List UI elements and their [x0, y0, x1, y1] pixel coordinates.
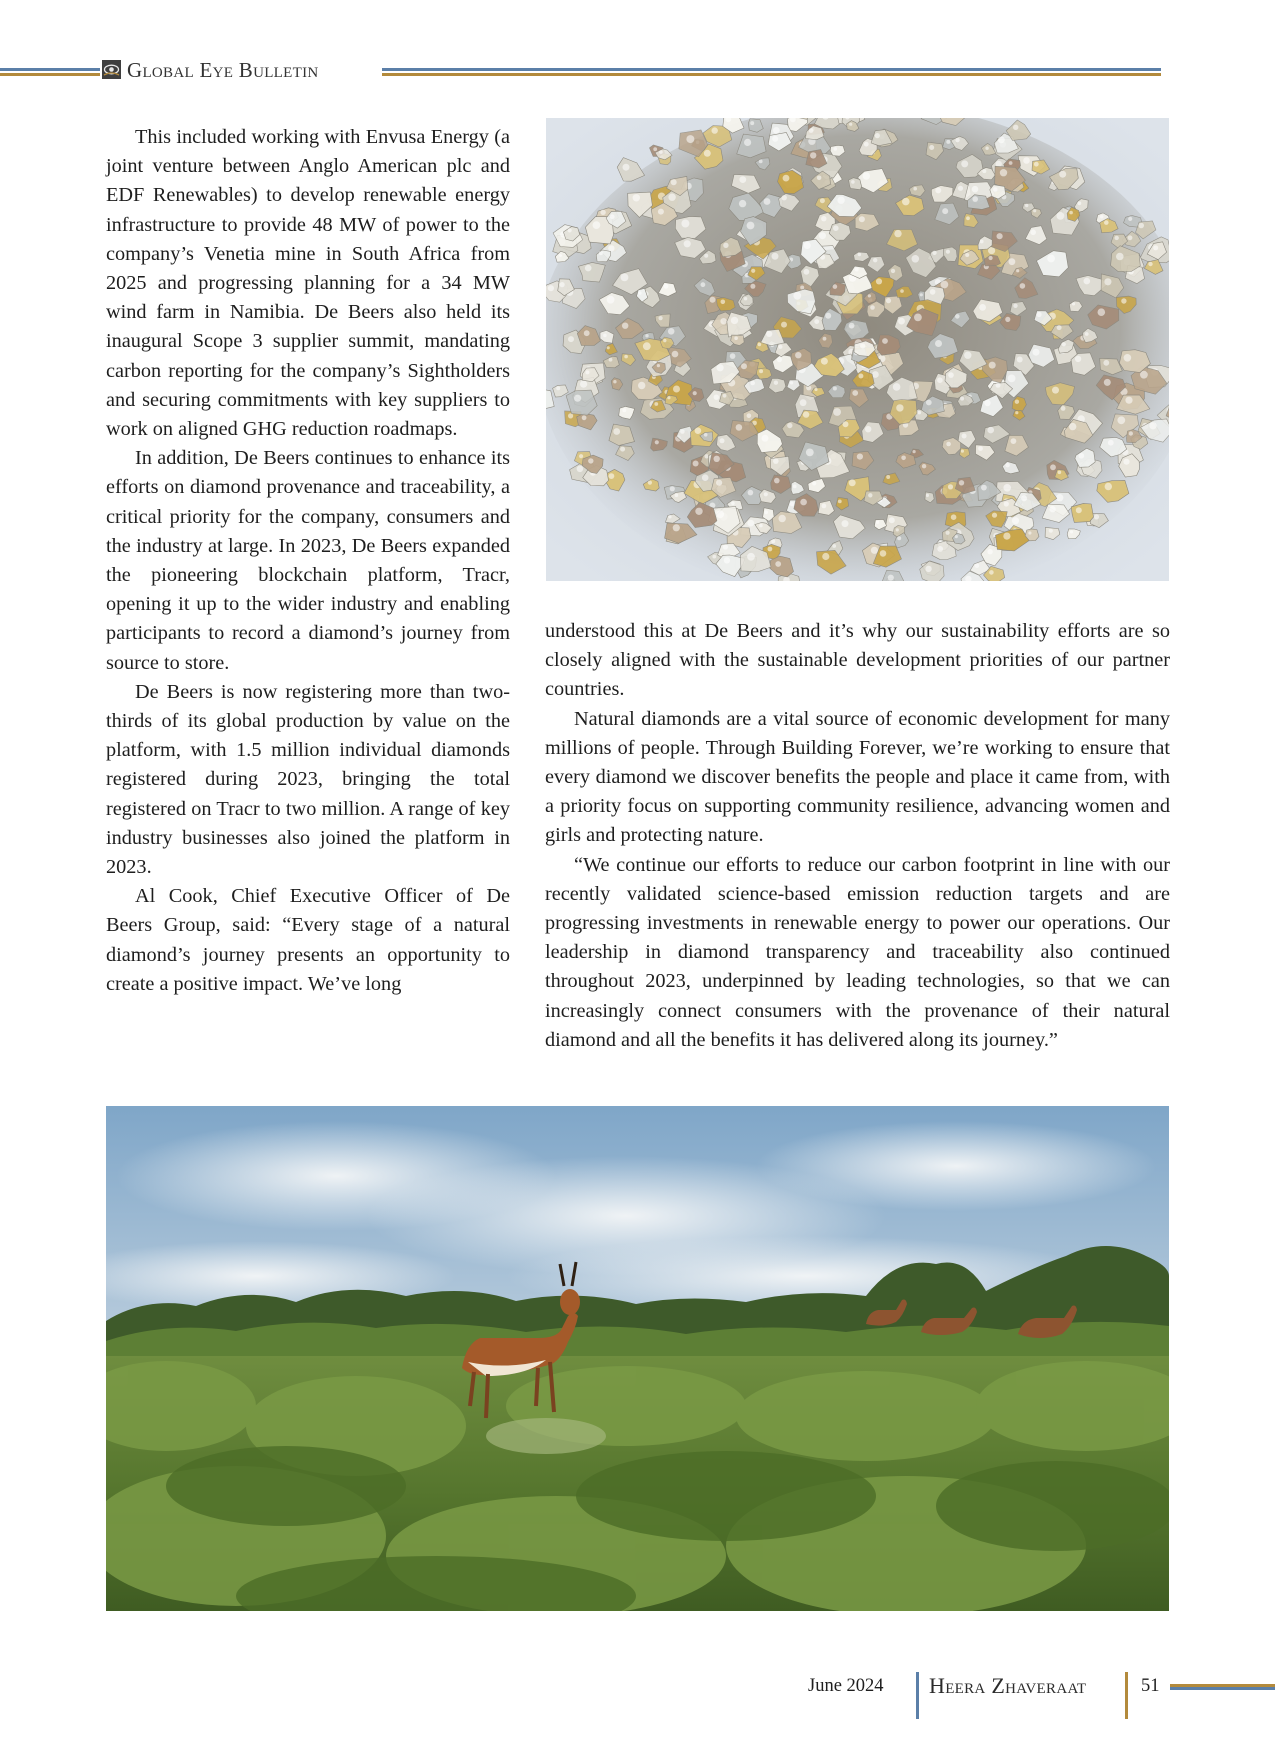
page-number: 51	[1141, 1676, 1160, 1696]
globe-eye-logo-icon	[102, 60, 121, 79]
footer-divider	[1125, 1672, 1128, 1719]
rough-diamonds-photo	[546, 118, 1169, 581]
article-left-column	[106, 123, 510, 999]
magazine-brand: Heera Zhaveraat	[929, 1673, 1087, 1698]
header-rule-left	[0, 68, 100, 76]
impala-savanna-photo	[106, 1106, 1169, 1611]
paragraph: In addition, De Beers continues to enhance its efforts on diamond provenance and traceability, a critical priority for the company, consumers and the industry at large. In 2023, De Beers expanded the pioneering blockchain platform, Tracr, opening it up to the wider industry and enabling participants to record a diamond’s journey from source to store.	[106, 447, 510, 674]
paragraph: Natural diamonds are a vital source of economic development for many millions of people. Through Building Forever, we’re working to ensure that every diamond we discover benefits the people and place it came from, with a priority focus on supporting community resilience, advancing women and girls and protecting nature.	[545, 707, 1170, 847]
article-right-column	[545, 617, 1170, 1055]
paragraph: Al Cook, Chief Executive Officer of De Beers Group, said: “Every stage of a natural diamond’s journey presents an opportunity to create a positive impact. We’ve long	[106, 885, 510, 995]
paragraph: This included working with Envusa Energy (a joint venture between Anglo American plc and EDF Renewables) to develop renewable energy infrastructure to provide 48 MW of power to the company’s Venetia mine in South Africa from 2025 and progressing planning for a 34 MW wind farm in Namibia. De Beers also held its inaugural Scope 3 supplier summit, mandating carbon reporting for the company’s Sightholders and securing commitments with key suppliers to work on aligned GHG reduction roadmaps.	[106, 126, 510, 441]
issue-date: June 2024	[808, 1676, 884, 1696]
footer-rule-right	[1170, 1682, 1275, 1690]
footer-divider	[916, 1672, 919, 1719]
paragraph: “We continue our efforts to reduce our carbon footprint in line with our recently validated science-based emission reduction targets and are progressing investments in renewable energy to power our operations. Our leadership in diamond transparency and traceability also continued throughout 2023, underpinned by leading technologies, so that we can increasingly connect consumers with the provenance of their natural diamond and all the benefits it has delivered along its journey.”	[545, 853, 1170, 1051]
paragraph: understood this at De Beers and it’s why our sustainability efforts are so closely aligned with the sustainable development priorities of our partner countries.	[545, 620, 1170, 701]
paragraph: De Beers is now registering more than two-thirds of its global production by value on the platform, with 1.5 million individual diamonds registered during 2023, bringing the total registered on Tracr to two million. A range of key industry businesses also joined the platform in 2023.	[106, 680, 510, 879]
publication-title: Global Eye Bulletin	[127, 58, 319, 82]
header-rule-right	[382, 68, 1161, 76]
